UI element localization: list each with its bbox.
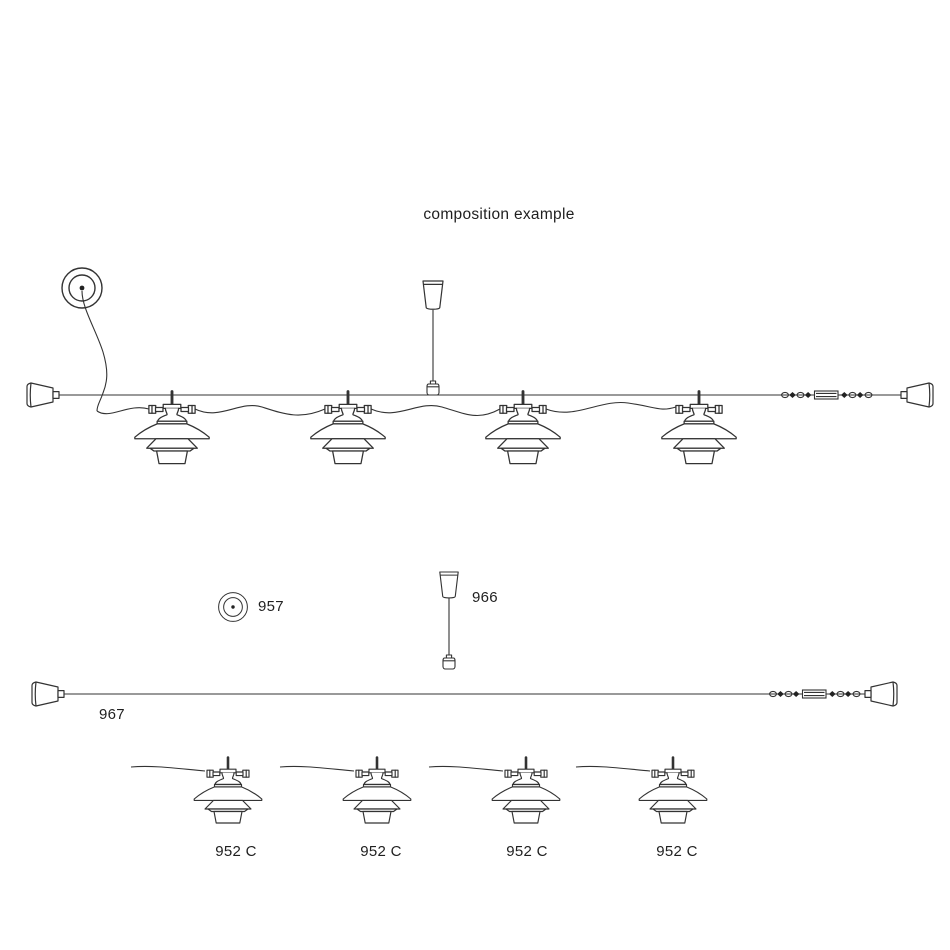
composition-lamp-3 (486, 392, 560, 464)
composition-left-cone (27, 383, 59, 407)
composition-lamp-1 (135, 392, 209, 464)
composition-right-cone (901, 383, 933, 407)
part-957-ceiling-rose (219, 593, 248, 622)
parts-drawings (32, 572, 897, 823)
part-966-canopy (440, 572, 458, 598)
part-lamp-4-cable (576, 766, 650, 771)
part-lamp-1-cable (131, 766, 205, 771)
part-967-tensioner (770, 690, 860, 698)
part-967-left-cone (32, 682, 64, 706)
composition-canopy-connector (427, 381, 439, 395)
page-title: composition example (423, 206, 575, 223)
composition-drawing (27, 268, 933, 464)
part-lamp-2 (343, 758, 411, 824)
part-967-label: 967 (99, 706, 125, 723)
part-952c-label-4: 952 C (656, 843, 698, 860)
composition-lamp-4 (662, 392, 736, 464)
part-lamp-1 (194, 758, 262, 824)
composition-ceiling-rose (62, 268, 102, 308)
part-952c-label-2: 952 C (360, 843, 402, 860)
part-966-label: 966 (472, 589, 498, 606)
composition-tensioner (782, 391, 872, 399)
part-lamp-3 (492, 758, 560, 824)
part-966-connector (443, 655, 455, 669)
part-952c-label-3: 952 C (506, 843, 548, 860)
part-952c-label-1: 952 C (215, 843, 257, 860)
composition-canopy (423, 281, 443, 309)
part-lamp-2-cable (280, 766, 354, 771)
part-957-label: 957 (258, 598, 284, 615)
part-lamp-4 (639, 758, 707, 824)
part-967-right-cone (865, 682, 897, 706)
composition-power-cable (82, 291, 107, 411)
composition-lamp-2 (311, 392, 385, 464)
part-lamp-3-cable (429, 766, 503, 771)
